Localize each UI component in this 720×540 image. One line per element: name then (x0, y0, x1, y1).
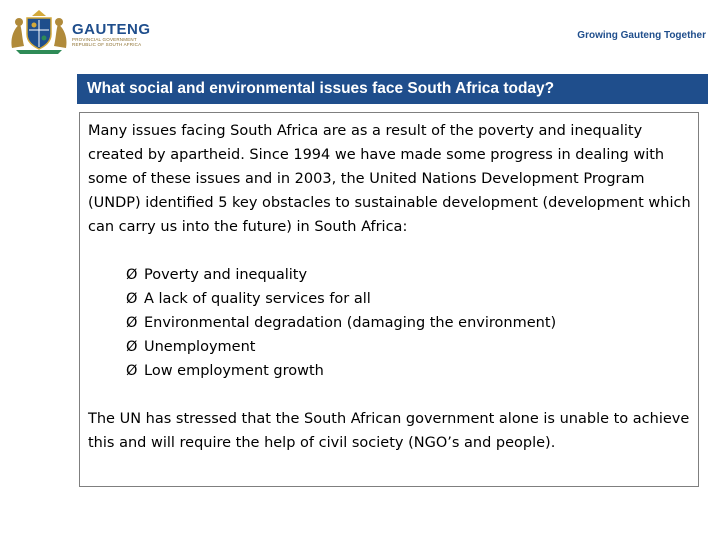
content-box (79, 112, 699, 487)
list-item (126, 263, 694, 287)
brand-subtitle-2: REPUBLIC OF SOUTH AFRICA (72, 42, 142, 47)
tagline: Growing Gauteng Together (577, 30, 706, 41)
arrow-bullet-icon: Ø (126, 267, 138, 283)
brand-subtitle-1: PROVINCIAL GOVERNMENT (72, 37, 137, 42)
intro-paragraph: Many issues facing South Africa are as a result of the poverty and inequality created by apartheid. Since 1994 we have made some progress in dealing with some of these issues and in 2003, the United Nations Development Program (UNDP) identified 5 key obstacles to sustainable development (development which can carry us into the future) in South Africa: (88, 123, 691, 235)
header (0, 0, 720, 62)
list-item-text: A lack of quality services for all (144, 291, 371, 307)
list-item (126, 359, 694, 383)
arrow-bullet-icon: Ø (126, 363, 138, 379)
slide-title: What social and environmental issues face South Africa today? (87, 80, 555, 97)
brand (72, 22, 151, 47)
list-item-text: Poverty and inequality (144, 267, 308, 283)
content-body (88, 119, 694, 455)
list-item (126, 287, 694, 311)
obstacle-list (126, 263, 694, 383)
arrow-bullet-icon: Ø (126, 291, 138, 307)
list-item-text: Unemployment (144, 339, 256, 355)
coat-of-arms-icon (8, 8, 70, 54)
conclusion-paragraph: The UN has stressed that the South African government alone is unable to achieve this and will require the help of civil society (NGO’s and people). (88, 411, 690, 451)
list-item-text: Low employment growth (144, 363, 324, 379)
list-item-text: Environmental degradation (damaging the environment) (144, 315, 557, 331)
brand-name: GAUTENG (72, 21, 151, 38)
slide-title-bar (77, 74, 708, 104)
arrow-bullet-icon: Ø (126, 339, 138, 355)
list-item (126, 311, 694, 335)
list-item (126, 335, 694, 359)
arrow-bullet-icon: Ø (126, 315, 138, 331)
